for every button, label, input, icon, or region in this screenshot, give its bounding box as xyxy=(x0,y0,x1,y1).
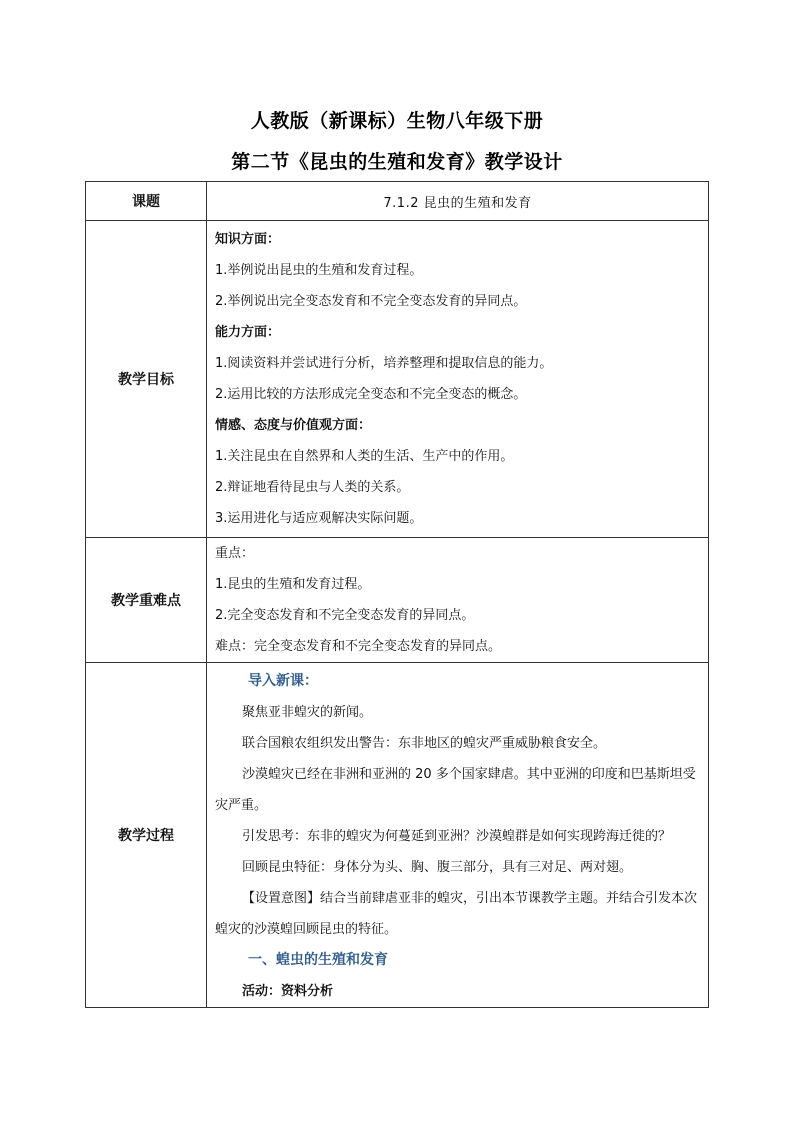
goals-line: 情感、态度与价值观方面： xyxy=(215,418,372,433)
goals-line: 1.关注昆虫在自然界和人类的生活、生产中的作用。 xyxy=(215,449,514,464)
process-paragraph: 回顾昆虫特征：身体分为头、胸、腹三部分，具有三对足、两对翅。 xyxy=(242,860,633,875)
goals-line: 2.辩证地看待昆虫与人类的关系。 xyxy=(215,480,410,495)
activity-label: 活动：资料分析 xyxy=(242,984,334,999)
process-paragraph: 沙漠蝗灾已经在非洲和亚洲的 20 多个国家肆虐。其中亚洲的印度和巴基斯坦受灾严重。 xyxy=(215,767,696,813)
keypoints-line: 重点： xyxy=(215,546,255,561)
goals-label: 教学目标 xyxy=(86,221,207,538)
document-subtitle: 第二节《昆虫的生殖和发育》教学设计 xyxy=(231,151,563,173)
intro-heading: 导入新课： xyxy=(248,673,318,689)
goals-line: 3.运用进化与适应观解决实际问题。 xyxy=(215,511,423,526)
goals-line: 能力方面： xyxy=(215,325,281,340)
table-row-keypoints xyxy=(86,538,709,663)
goals-line: 1.阅读资料并尝试进行分析，培养整理和提取信息的能力。 xyxy=(215,356,553,371)
process-content xyxy=(207,663,709,1008)
keypoints-line: 1.昆虫的生殖和发育过程。 xyxy=(215,577,371,592)
goals-line: 1.举例说出昆虫的生殖和发育过程。 xyxy=(215,263,423,278)
document-title: 人教版（新课标）生物八年级下册 xyxy=(250,110,544,132)
table-row-topic xyxy=(86,182,709,221)
topic-label: 课题 xyxy=(86,182,207,221)
goals-line: 2.举例说出完全变态发育和不完全变态发育的异同点。 xyxy=(215,294,527,309)
table-row-goals xyxy=(86,221,709,538)
process-paragraph: 聚焦亚非蝗灾的新闻。 xyxy=(242,705,373,720)
section-heading: 一、蝗虫的生殖和发育 xyxy=(248,952,388,968)
lesson-plan-table xyxy=(85,181,709,1008)
table-row-process xyxy=(86,663,709,1008)
process-paragraph: 联合国粮农组织发出警告：东非地区的蝗灾严重威胁粮食安全。 xyxy=(242,736,607,751)
keypoints-label: 教学重难点 xyxy=(86,538,207,663)
process-paragraph: 引发思考：东非的蝗灾为何蔓延到亚洲？沙漠蝗群是如何实现跨海迁徙的？ xyxy=(242,829,672,844)
keypoints-line: 难点：完全变态发育和不完全变态发育的异同点。 xyxy=(215,639,502,654)
goals-content xyxy=(207,221,709,538)
topic-value: 7.1.2 昆虫的生殖和发育 xyxy=(207,182,709,221)
goals-line: 2.运用比较的方法形成完全变态和不完全变态的概念。 xyxy=(215,387,527,402)
process-label: 教学过程 xyxy=(86,663,207,1008)
keypoints-line: 2.完全变态发育和不完全变态发育的异同点。 xyxy=(215,608,475,623)
goals-line: 知识方面： xyxy=(215,232,281,247)
process-paragraph: 【设置意图】结合当前肆虐亚非的蝗灾，引出本节课教学主题。并结合引发本次蝗灾的沙漠蝗回顾昆虫的特征。 xyxy=(215,891,698,937)
keypoints-content xyxy=(207,538,709,663)
